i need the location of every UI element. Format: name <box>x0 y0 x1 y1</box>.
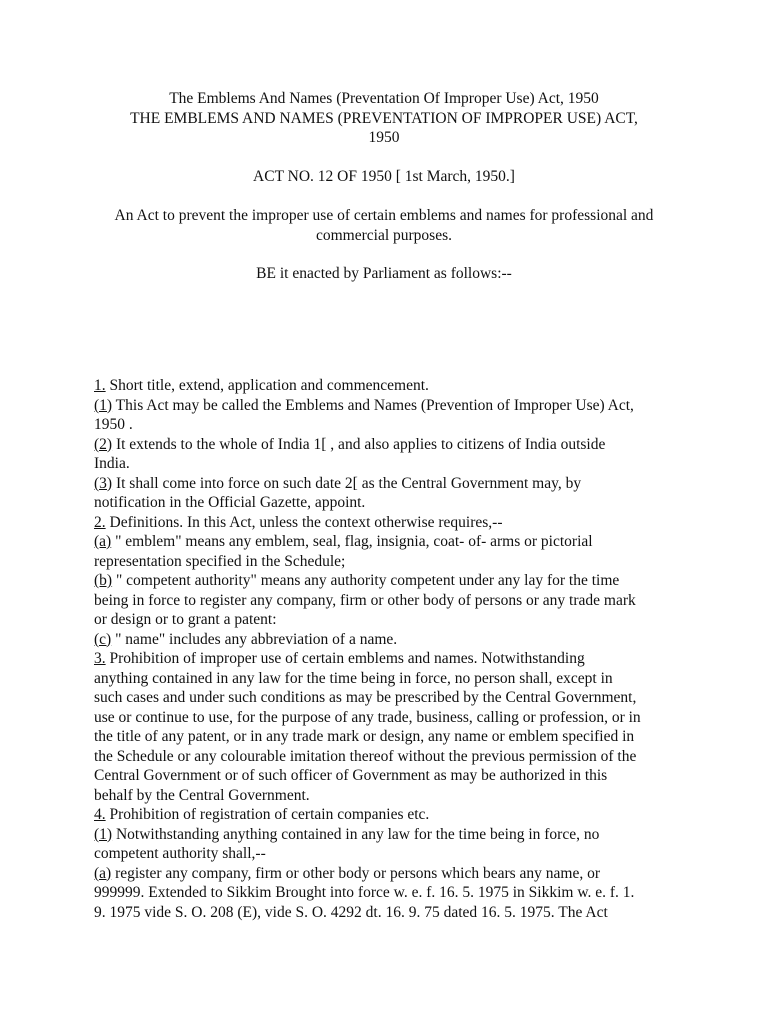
section-continuation-line <box>94 688 734 708</box>
section-number-link[interactable]: 3. <box>94 650 106 667</box>
preamble-line: commercial purposes. <box>315 226 452 244</box>
section-continuation-line <box>94 727 734 747</box>
section-text: Central Government or of such officer of Government as may be authorized in this <box>94 767 608 784</box>
section-number-link[interactable]: (2) <box>94 435 113 453</box>
section-continuation-line <box>94 883 734 903</box>
section-continuation-line <box>94 903 734 923</box>
enacting-clause: BE it enacted by Parliament as follows:-- <box>256 265 512 282</box>
section-line <box>94 513 734 533</box>
section-text: the Schedule or any colourable imitation thereof without the previous permission of the <box>94 747 637 765</box>
section-continuation-line <box>94 844 734 864</box>
document-title-caps-year: 1950 <box>368 129 400 146</box>
section-number-link[interactable]: (a) <box>94 533 112 550</box>
section-continuation-line <box>94 454 734 474</box>
section-continuation-line <box>94 591 734 611</box>
act-preamble <box>90 206 678 245</box>
section-text: Short title, extend, application and commencement. <box>105 377 429 394</box>
section-number-link[interactable]: (a) <box>94 864 112 882</box>
act-body <box>94 376 734 922</box>
section-text: notification in the Official Gazette, appoint. <box>94 494 366 511</box>
act-number: ACT NO. 12 OF 1950 [ 1st March, 1950.] <box>253 168 515 185</box>
section-text: 9. 1975 vide S. O. 208 (E), vide S. O. 4292 dt. 16. 9. 75 dated 16. 5. 1975. The Act <box>94 903 608 921</box>
section-text: This Act may be called the Emblems and Names (Prevention of Improper Use) Act, <box>112 396 634 414</box>
section-continuation-line <box>94 610 734 630</box>
section-number-link[interactable]: (1) <box>94 825 113 843</box>
section-text: It shall come into force on such date 2[ as the Central Government may, by <box>112 474 582 492</box>
section-text: " emblem" means any emblem, seal, flag, insignia, coat- of- arms or pictorial <box>111 533 593 550</box>
section-text: 1950 . <box>94 416 133 433</box>
section-text: It extends to the whole of India 1[ , and also applies to citizens of India outside <box>112 435 606 453</box>
preamble-line: An Act to prevent the improper use of certain emblems and names for professional and <box>114 207 654 224</box>
section-text: register any company, firm or other body or persons which bears any name, or <box>111 864 601 882</box>
section-line <box>94 435 734 455</box>
section-text: Prohibition of improper use of certain emblems and names. Notwithstanding <box>105 650 585 667</box>
section-number-link[interactable]: (c) <box>94 630 112 648</box>
section-line <box>94 571 734 591</box>
section-number-link[interactable]: (b) <box>94 572 113 589</box>
section-number-link[interactable]: (3) <box>94 474 113 492</box>
section-text: behalf by the Central Government. <box>94 786 310 804</box>
section-number-link[interactable]: 4. <box>94 806 106 823</box>
section-text: the title of any patent, or in any trade mark or design, any name or emblem specified in <box>94 728 635 745</box>
section-continuation-line <box>94 766 734 786</box>
section-continuation-line <box>94 415 734 435</box>
section-line <box>94 825 734 845</box>
section-continuation-line <box>94 786 734 806</box>
section-number-link[interactable]: 2. <box>94 513 106 531</box>
section-continuation-line <box>94 747 734 767</box>
section-text: Definitions. In this Act, unless the context otherwise requires,-- <box>105 513 503 531</box>
section-text: representation specified in the Schedule; <box>94 552 346 570</box>
section-line <box>94 474 734 494</box>
section-line <box>94 864 734 884</box>
section-continuation-line <box>94 669 734 689</box>
section-line <box>94 396 734 416</box>
section-continuation-line <box>94 493 734 513</box>
section-line <box>94 532 734 552</box>
section-line <box>94 376 734 396</box>
document-title-block <box>90 89 678 148</box>
document-title: The Emblems And Names (Preventation Of Improper Use) Act, 1950 <box>169 90 599 107</box>
section-text: use or continue to use, for the purpose of any trade, business, calling or profession, or in <box>94 708 641 726</box>
section-continuation-line <box>94 552 734 572</box>
section-text: " name" includes any abbreviation of a name. <box>111 630 398 648</box>
section-text: India. <box>94 455 130 472</box>
section-text: competent authority shall,-- <box>94 845 266 862</box>
section-line <box>94 649 734 669</box>
section-number-link[interactable]: 1. <box>94 377 106 394</box>
section-text: such cases and under such conditions as may be prescribed by the Central Government, <box>94 689 637 706</box>
section-text: Prohibition of registration of certain companies etc. <box>105 806 430 823</box>
section-line <box>94 805 734 825</box>
section-text: Notwithstanding anything contained in any law for the time being in force, no <box>112 825 600 843</box>
section-text: " competent authority" means any authority competent under any lay for the time <box>112 572 620 589</box>
section-line <box>94 630 734 650</box>
section-text: anything contained in any law for the time being in force, no person shall, except in <box>94 669 613 687</box>
section-continuation-line <box>94 708 734 728</box>
section-number-link[interactable]: (1) <box>94 396 113 414</box>
section-text: or design or to grant a patent: <box>94 611 277 628</box>
section-text: being in force to register any company, firm or other body of persons or any trade mark <box>94 591 636 609</box>
section-text: 999999. Extended to Sikkim Brought into force w. e. f. 16. 5. 1975 in Sikkim w. e. f. 1. <box>94 884 635 901</box>
document-title-caps: THE EMBLEMS AND NAMES (PREVENTATION OF IMPROPER USE) ACT, <box>130 109 638 127</box>
